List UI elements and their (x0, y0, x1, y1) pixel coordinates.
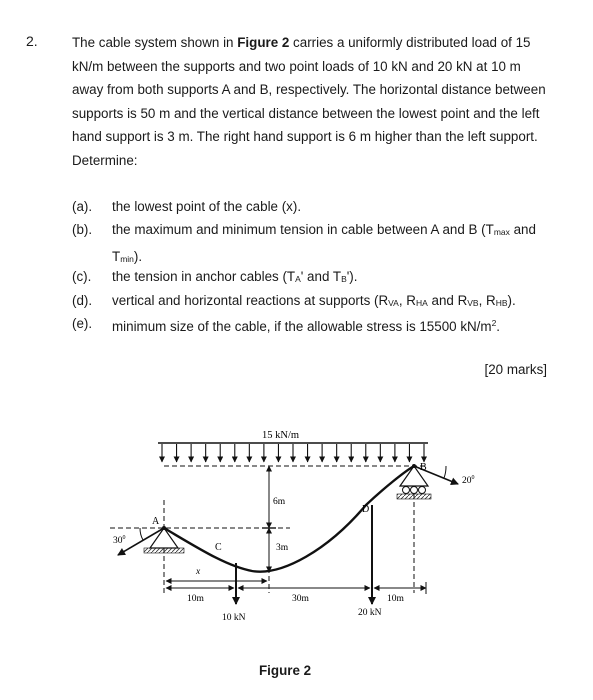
label-d: D (362, 504, 370, 515)
load-20kn (358, 505, 382, 618)
sub-question-label: (b). (72, 222, 93, 237)
sub-question-label: (e). (72, 316, 93, 331)
left-angle-arc (140, 528, 143, 540)
load-10kn (222, 563, 246, 623)
question-number: 2. (26, 33, 38, 49)
horizontal-dimensions (166, 582, 426, 594)
label-c: C (215, 542, 222, 553)
sub-question-label: (a). (72, 199, 93, 214)
sub-question-text: the lowest point of the cable (x). (112, 199, 302, 214)
dim-6m-label: 6m (273, 497, 286, 507)
dim-x-label: x (196, 567, 201, 577)
support-b (397, 462, 431, 499)
sub-question-label: (d). (72, 293, 93, 308)
label-a: A (152, 516, 160, 527)
sub-question-text: the tension in anchor cables ($T_A'$ and $T_B'$). (112, 269, 358, 284)
udl-load (158, 430, 428, 462)
sub-question-label: (c). (72, 269, 92, 284)
sub-question-text: minimum size of the cable, if the allowable stress is 15500 $kN/m^2$. (112, 318, 501, 334)
load-10kn-label: 10 kN (222, 613, 246, 623)
intro-text-1: The cable system shown in (72, 35, 238, 50)
udl-arrows (162, 444, 424, 462)
dim-10m-right-label: 10m (387, 594, 404, 604)
main-cable (164, 466, 414, 572)
sub-question-text: vertical and horizontal reactions at supports ($R_{VA}$, $R_{HA}$ and $R_{VB}$, $R_{HB}$). (112, 293, 516, 308)
label-b: B (420, 462, 427, 473)
dim-10m-left-label: 10m (187, 594, 204, 604)
right-angle-label: $20^0$ (462, 475, 475, 486)
marks-label: [20 marks] (484, 362, 547, 377)
right-angle-arc (444, 466, 446, 478)
intro-text-2: carries a uniformly distributed load of 15 kN/m between the supports and two point loads of 10 kN and 20 kN at 10 m away from both supports A and B, respectively. The horizontal distance between supports is 50 m and the vertical distance between the lowest point and the left hand support is 3 m. The right hand support is 6 m higher than the left support. Determine: (72, 35, 546, 168)
figure-caption: Figure 2 (259, 663, 312, 678)
support-a (144, 516, 184, 553)
left-angle-label: $30^0$ (113, 535, 126, 546)
dim-30m-label: 30m (292, 594, 309, 604)
vertical-dimensions (262, 466, 276, 572)
dim-3m-label: 3m (276, 543, 289, 553)
figure-reference: Figure 2 (237, 35, 290, 50)
load-20kn-label: 20 kN (358, 608, 382, 618)
sub-question-text: the maximum and minimum tension in cable between A and B ($T_{max}$ and $T_{min}$). (112, 222, 536, 264)
udl-label: 15 kN/m (262, 430, 300, 441)
